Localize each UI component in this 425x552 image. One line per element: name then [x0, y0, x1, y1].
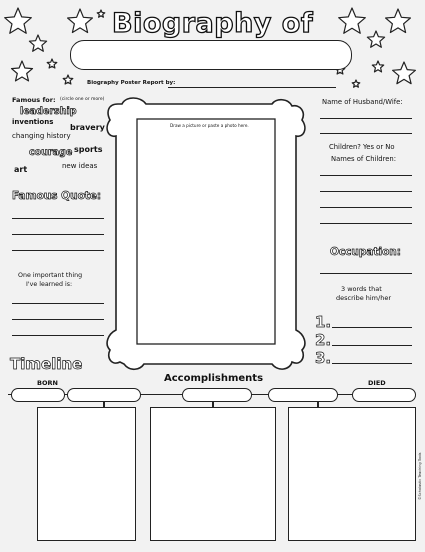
- born-label: BORN: [37, 379, 58, 387]
- accomplishments-label: Accomplishments: [164, 373, 264, 384]
- learned-label-line2: I've learned is:: [26, 281, 73, 288]
- star-icon: [393, 62, 416, 84]
- accomplishment-box-1[interactable]: [37, 407, 136, 541]
- option-courage[interactable]: courage: [29, 147, 73, 158]
- learned-line-1[interactable]: [12, 303, 104, 304]
- occupation-label: Occupation:: [330, 246, 401, 258]
- star-icon: [5, 8, 32, 33]
- died-label: DIED: [368, 379, 386, 387]
- quote-line-2[interactable]: [12, 234, 104, 235]
- option-leadership[interactable]: leadership: [20, 106, 77, 117]
- number-1: 1.: [315, 313, 332, 331]
- famous-for-hint: (circle one or more): [60, 97, 105, 102]
- word-line-3[interactable]: [332, 363, 412, 364]
- learned-label-line1: One important thing: [18, 272, 83, 279]
- timeline-pill-2[interactable]: [182, 388, 252, 402]
- star-icon: [352, 80, 360, 87]
- died-pill[interactable]: [352, 388, 416, 402]
- star-icon: [63, 75, 73, 84]
- star-icon: [29, 35, 46, 51]
- star-icon: [68, 9, 93, 33]
- timeline-title: Timeline: [10, 355, 83, 373]
- star-icon: [372, 61, 383, 72]
- option-new-ideas[interactable]: new ideas: [62, 162, 98, 170]
- accomplishment-box-3[interactable]: [288, 407, 416, 541]
- learned-line-3[interactable]: [12, 335, 104, 336]
- poster-title: Biography of: [112, 8, 314, 39]
- timeline-pill-1[interactable]: [67, 388, 141, 402]
- picture-area: [137, 119, 275, 344]
- biography-name-field[interactable]: [70, 40, 352, 70]
- occupation-line[interactable]: [320, 273, 412, 274]
- word-line-1[interactable]: [332, 327, 412, 328]
- learned-line-2[interactable]: [12, 319, 104, 320]
- famous-quote-label: Famous Quote:: [12, 190, 102, 202]
- star-icon: [386, 9, 411, 33]
- number-2: 2.: [315, 331, 332, 349]
- spouse-label: Name of Husband/Wife:: [322, 98, 403, 106]
- children-line-1[interactable]: [320, 175, 412, 176]
- spouse-line-1[interactable]: [320, 118, 412, 119]
- star-icon: [47, 59, 57, 68]
- poster-report-line[interactable]: [168, 87, 336, 88]
- children-names-label: Names of Children:: [331, 155, 397, 163]
- star-icon: [97, 10, 105, 17]
- option-sports[interactable]: sports: [74, 145, 103, 154]
- star-icon: [12, 61, 33, 81]
- picture-hint: Draw a picture or paste a photo here.: [170, 123, 249, 128]
- star-icon: [367, 31, 384, 47]
- spouse-line-2[interactable]: [320, 133, 412, 134]
- option-changing-history[interactable]: changing history: [12, 132, 71, 140]
- accomplishment-box-2[interactable]: [150, 407, 276, 541]
- born-pill[interactable]: [11, 388, 65, 402]
- star-icon: [339, 8, 366, 33]
- three-words-line2: describe him/her: [336, 294, 391, 302]
- children-line-3[interactable]: [320, 207, 412, 208]
- quote-line-3[interactable]: [12, 250, 104, 251]
- word-line-2[interactable]: [332, 345, 412, 346]
- quote-line-1[interactable]: [12, 218, 104, 219]
- copyright-side-text: ©Scholastic Teaching Tools: [418, 452, 422, 500]
- number-3: 3.: [315, 349, 332, 367]
- children-line-2[interactable]: [320, 191, 412, 192]
- children-line-4[interactable]: [320, 223, 412, 224]
- option-art[interactable]: art: [14, 165, 28, 174]
- poster-report-label: Biography Poster Report by:: [87, 80, 176, 86]
- timeline-pill-3[interactable]: [268, 388, 338, 402]
- option-inventions[interactable]: inventions: [12, 118, 54, 126]
- children-label: Children? Yes or No: [329, 143, 395, 151]
- option-bravery[interactable]: bravery: [70, 123, 105, 132]
- famous-for-label: Famous for:: [12, 96, 56, 104]
- three-words-line1: 3 words that: [341, 285, 382, 293]
